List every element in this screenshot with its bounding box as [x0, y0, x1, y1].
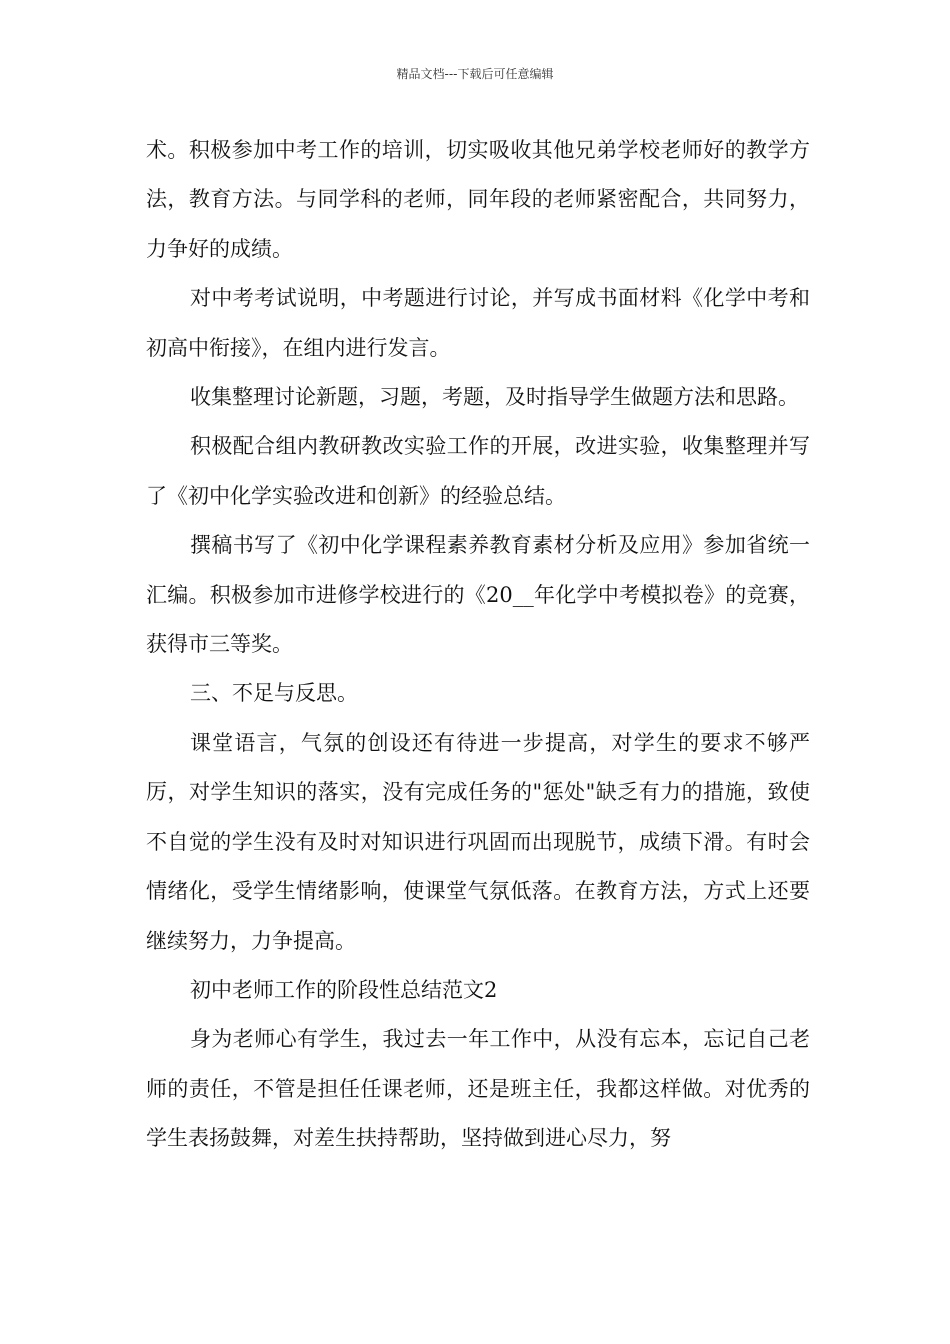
document-body	[146, 126, 810, 1164]
paragraph-5: 撰稿书写了《初中化学课程素养教育素材分析及应用》参加省统一汇编。积极参加市进修学校进行的《20__年化学中考模拟卷》的竞赛，获得市三等奖。	[146, 533, 810, 657]
paragraph-7: 身为老师心有学生，我过去一年工作中，从没有忘本，忘记自己老师的责任，不管是担任任课老师，还是班主任，我都这样做。对优秀的学生表扬鼓舞，对差生扶持帮助，坚持做到进心尽力，努	[146, 1027, 810, 1151]
paragraph-1: 术。积极参加中考工作的培训，切实吸收其他兄弟学校老师好的教学方法，教育方法。与同学科的老师，同年段的老师紧密配合，共同努力，力争好的成绩。	[146, 138, 810, 261]
article-title-2: 初中老师工作的阶段性总结范文2	[190, 977, 498, 1002]
paragraph-4: 积极配合组内教研教改实验工作的开展，改进实验，收集整理并写了《初中化学实验改进和创新》的经验总结。	[146, 434, 810, 508]
paragraph-3: 收集整理讨论新题，习题，考题，及时指导学生做题方法和思路。	[190, 385, 799, 410]
paragraph-2: 对中考考试说明，中考题进行讨论，并写成书面材料《化学中考和初高中衔接》，在组内进行发言。	[146, 286, 810, 360]
section-heading-3: 三、不足与反思。	[190, 681, 358, 706]
paragraph-6: 课堂语言，气氛的创设还有待进一步提高，对学生的要求不够严厉，对学生知识的落实，没有完成任务的"惩处"缺乏有力的措施，致使不自觉的学生没有及时对知识进行巩固而出现脱节，成绩下滑。有时会情绪化，受学生情绪影响，使课堂气氛低落。在教育方法，方式上还要继续努力，力争提高。	[146, 730, 810, 953]
page-header: 精品文档---下载后可任意编辑	[396, 67, 554, 81]
